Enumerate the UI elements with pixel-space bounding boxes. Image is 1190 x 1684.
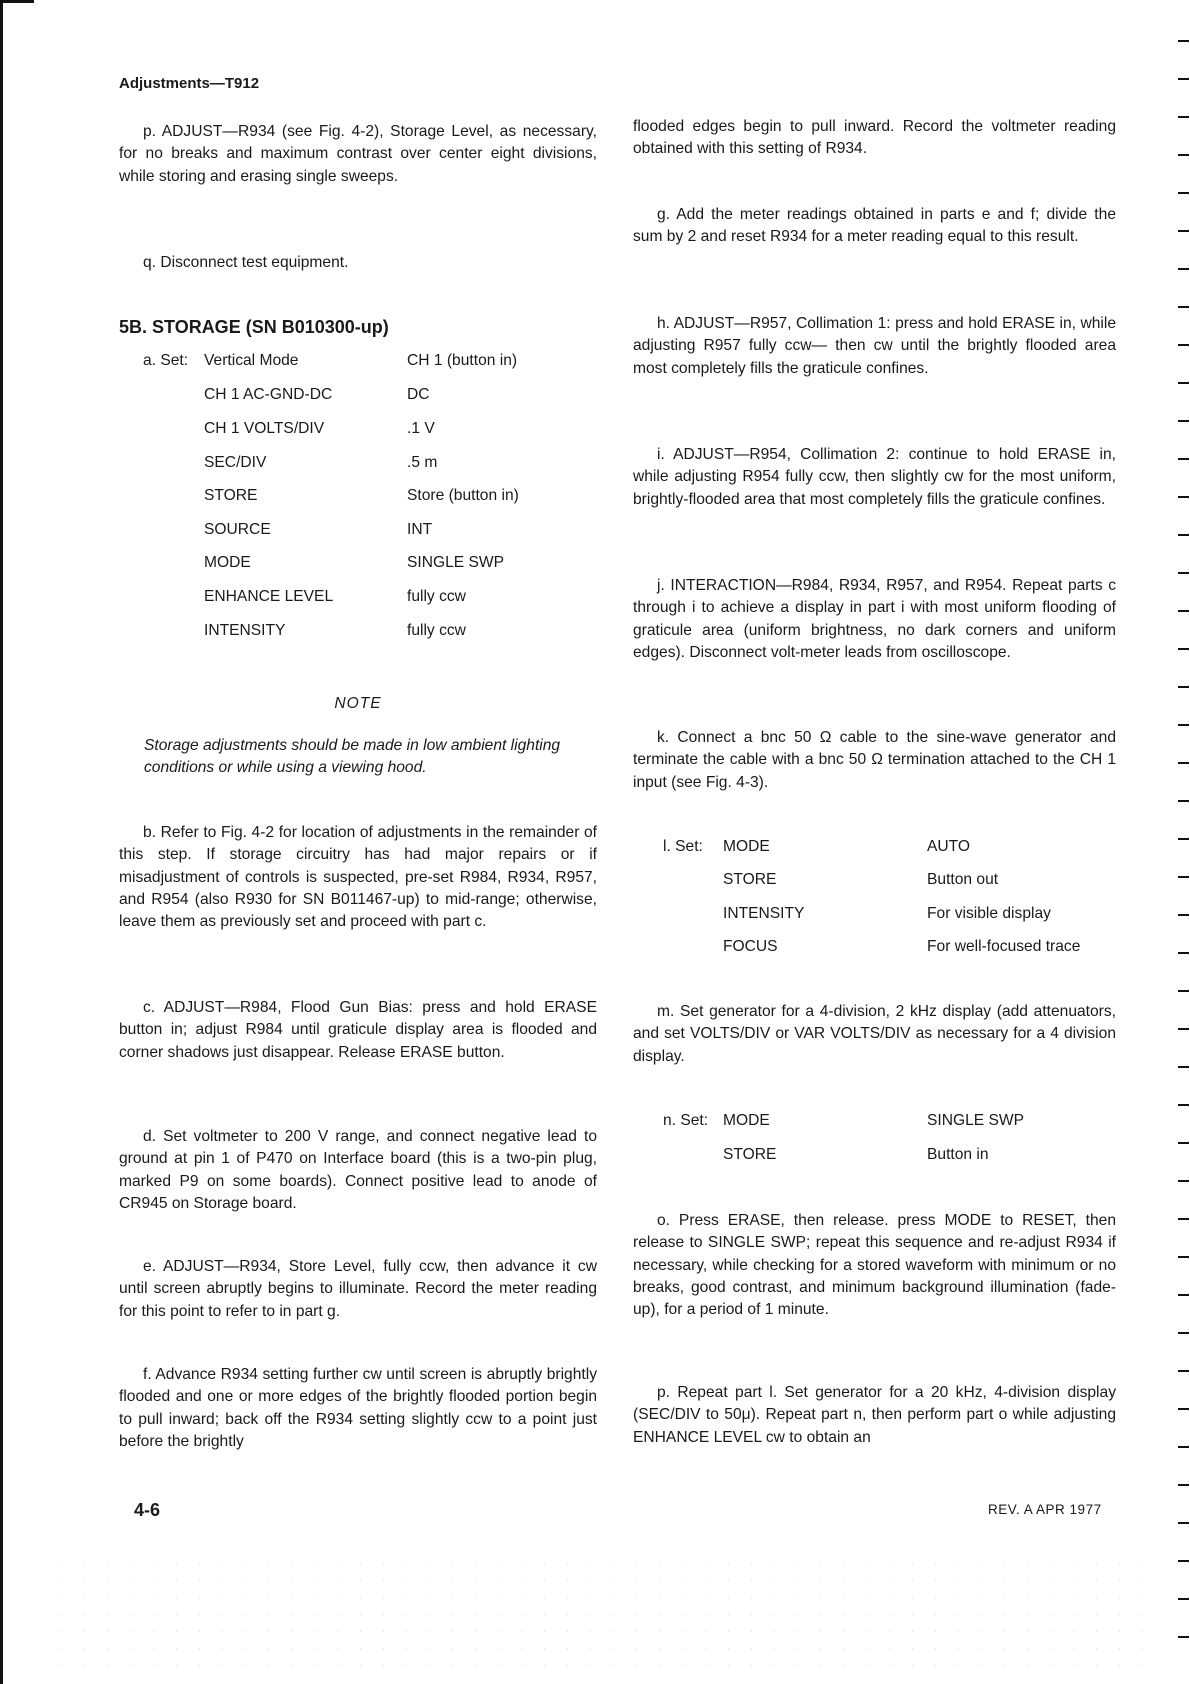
setting-value: INT bbox=[407, 521, 433, 538]
step-d: d. Set voltmeter to 200 V range, and connect negative lead to ground at pin 1 of P470 on Interface board (this is a two-pin plug, marked P9 on some boards). Connect positive lead to anode of CR945 on Storage board. bbox=[119, 1128, 597, 1212]
step-m: m. Set generator for a 4-division, 2 kHz display (add attenuators, and set VOLTS/DIV or VAR VOLTS/DIV as necessary for a 4 division display. bbox=[633, 1003, 1116, 1065]
binding-mark bbox=[1178, 1446, 1189, 1448]
setting-value: fully ccw bbox=[407, 588, 466, 605]
page-number: 4-6 bbox=[134, 1500, 161, 1520]
binding-mark bbox=[1178, 458, 1189, 460]
note-title: NOTE bbox=[334, 695, 382, 712]
binding-mark bbox=[1178, 40, 1189, 42]
binding-mark bbox=[1178, 1636, 1189, 1638]
step-e: e. ADJUST—R934, Store Level, fully ccw, then advance it cw until screen abruptly begins to illuminate. Record the meter reading for this point to refer to in part g. bbox=[119, 1258, 597, 1320]
step-f-continued: flooded edges begin to pull inward. Record the voltmeter reading obtained with this setting of R934. bbox=[633, 118, 1116, 158]
settings-prefix: n. Set: bbox=[663, 1112, 709, 1129]
binding-mark bbox=[1178, 1522, 1189, 1524]
binding-mark bbox=[1178, 1256, 1189, 1258]
setting-value: For well-focused trace bbox=[927, 938, 1081, 955]
page-top-edge bbox=[0, 0, 34, 3]
setting-value: .5 m bbox=[407, 454, 438, 471]
setting-label: ENHANCE LEVEL bbox=[204, 588, 334, 605]
setting-value: Store (button in) bbox=[407, 487, 519, 504]
step-h: h. ADJUST—R957, Collimation 1: press and hold ERASE in, while adjusting R957 fully ccw— then cw until the brightly flooded area most completely fills the graticule confines. bbox=[633, 315, 1116, 377]
step-o: o. Press ERASE, then release. press MODE to RESET, then release to SINGLE SWP; repeat this sequence and re-adjust R934 if necessary, while checking for a stored waveform with minimum or no breaks, good contrast, and minimum background illumination (fade-up), for a period of 1 minute. bbox=[633, 1212, 1116, 1319]
setting-value: Button out bbox=[927, 871, 999, 888]
page-left-edge bbox=[0, 0, 3, 1684]
setting-value: DC bbox=[407, 386, 430, 403]
binding-mark bbox=[1178, 306, 1189, 308]
settings-row bbox=[633, 836, 1116, 858]
setting-label: STORE bbox=[204, 487, 258, 504]
step-g: g. Add the meter readings obtained in parts e and f; divide the sum by 2 and reset R934 for a meter reading equal to this result. bbox=[633, 206, 1116, 246]
binding-mark bbox=[1178, 154, 1189, 156]
step-p-right: p. Repeat part l. Set generator for a 20 kHz, 4-division display (SEC/DIV to 50μ). Repeat part n, then perform part o while adjusting ENHANCE LEVEL cw to obtain an bbox=[633, 1384, 1116, 1446]
binding-mark bbox=[1178, 876, 1189, 878]
binding-mark bbox=[1178, 1484, 1189, 1486]
settings-row bbox=[633, 869, 1116, 891]
binding-mark bbox=[1178, 800, 1189, 802]
settings-row bbox=[633, 903, 1116, 925]
binding-mark bbox=[1178, 1294, 1189, 1296]
note-text: Storage adjustments should be made in low ambient lighting conditions or while using a viewing hood. bbox=[144, 737, 561, 777]
setting-value: AUTO bbox=[927, 838, 971, 855]
settings-row bbox=[119, 485, 597, 507]
binding-mark bbox=[1178, 1560, 1189, 1562]
binding-marks bbox=[1176, 0, 1190, 1684]
binding-mark bbox=[1178, 1066, 1189, 1068]
binding-mark bbox=[1178, 914, 1189, 916]
binding-mark bbox=[1178, 648, 1189, 650]
binding-mark bbox=[1178, 268, 1189, 270]
binding-mark bbox=[1178, 382, 1189, 384]
binding-mark bbox=[1178, 1104, 1189, 1106]
setting-label: INTENSITY bbox=[723, 905, 805, 922]
step-b: b. Refer to Fig. 4-2 for location of adjustments in the remainder of this step. If storage circuitry has had major repairs or if misadjustment of controls is suspected, pre-set R984, R934, R957, and R954 (also R930 for SN B011467-up) to mid-range; otherwise, leave them as previously set and proceed with part c. bbox=[119, 824, 597, 931]
settings-row bbox=[119, 552, 597, 574]
setting-label: INTENSITY bbox=[204, 622, 286, 639]
setting-label: Vertical Mode bbox=[204, 352, 299, 369]
binding-mark bbox=[1178, 990, 1189, 992]
binding-mark bbox=[1178, 1332, 1189, 1334]
binding-mark bbox=[1178, 952, 1189, 954]
setting-value: CH 1 (button in) bbox=[407, 352, 518, 369]
setting-label: STORE bbox=[723, 1146, 777, 1163]
setting-value: SINGLE SWP bbox=[407, 554, 505, 571]
section-title: 5B. STORAGE (SN B010300-up) bbox=[119, 317, 389, 337]
settings-prefix: l. Set: bbox=[663, 838, 703, 855]
settings-row bbox=[633, 1110, 1116, 1132]
setting-label: MODE bbox=[204, 554, 251, 571]
binding-mark bbox=[1178, 534, 1189, 536]
step-c: c. ADJUST—R984, Flood Gun Bias: press and hold ERASE button in; adjust R984 until graticule display area is flooded and corner shadows just disappear. Release ERASE button. bbox=[119, 999, 597, 1061]
step-i: i. ADJUST—R954, Collimation 2: continue to hold ERASE in, while adjusting R954 fully ccw, then slightly cw for the most uniform, brightly-flooded area that most completely fills the graticule confines. bbox=[633, 446, 1116, 508]
binding-mark bbox=[1178, 686, 1189, 688]
setting-label: MODE bbox=[723, 838, 770, 855]
binding-mark bbox=[1178, 1598, 1189, 1600]
settings-row bbox=[119, 519, 597, 541]
binding-mark bbox=[1178, 1218, 1189, 1220]
step-p-left: p. ADJUST—R934 (see Fig. 4-2), Storage Level, as necessary, for no breaks and maximum contrast over center eight divisions, while storing and erasing single sweeps. bbox=[119, 123, 597, 185]
binding-mark bbox=[1178, 572, 1189, 574]
setting-value: Button in bbox=[927, 1146, 989, 1163]
settings-row bbox=[633, 1144, 1116, 1166]
settings-row bbox=[119, 384, 597, 406]
binding-mark bbox=[1178, 344, 1189, 346]
step-k: k. Connect a bnc 50 Ω cable to the sine-wave generator and terminate the cable with a bnc 50 Ω termination attached to the CH 1 input (see Fig. 4-3). bbox=[633, 729, 1116, 791]
binding-mark bbox=[1178, 230, 1189, 232]
settings-row bbox=[633, 936, 1116, 958]
step-f: f. Advance R934 setting further cw until screen is abruptly brightly flooded and one or more edges of the brightly flooded portion begin to pull inward; back off the R934 setting slightly ccw to a point just before the brightly bbox=[119, 1366, 597, 1450]
page-header: Adjustments—T912 bbox=[119, 75, 260, 92]
setting-label: CH 1 AC-GND-DC bbox=[204, 386, 333, 403]
setting-label: CH 1 VOLTS/DIV bbox=[204, 420, 325, 437]
step-q: q. Disconnect test equipment. bbox=[143, 254, 349, 271]
binding-mark bbox=[1178, 496, 1189, 498]
revision-date: REV. A APR 1977 bbox=[988, 1502, 1102, 1517]
settings-row bbox=[119, 620, 597, 642]
setting-value: SINGLE SWP bbox=[927, 1112, 1025, 1129]
binding-mark bbox=[1178, 192, 1189, 194]
setting-label: FOCUS bbox=[723, 938, 778, 955]
binding-mark bbox=[1178, 78, 1189, 80]
scan-noise bbox=[50, 1555, 1150, 1675]
setting-label: STORE bbox=[723, 871, 777, 888]
settings-row bbox=[119, 350, 597, 372]
step-j: j. INTERACTION—R984, R934, R957, and R954. Repeat parts c through i to achieve a display in part i with most uniform flooding of graticule area (uniform brightness, no dark corners and uniform edges). Disconnect volt-meter leads from oscilloscope. bbox=[633, 577, 1116, 661]
binding-mark bbox=[1178, 724, 1189, 726]
binding-mark bbox=[1178, 1142, 1189, 1144]
binding-mark bbox=[1178, 1180, 1189, 1182]
settings-row bbox=[119, 452, 597, 474]
setting-label: SEC/DIV bbox=[204, 454, 267, 471]
binding-mark bbox=[1178, 1408, 1189, 1410]
settings-row bbox=[119, 418, 597, 440]
settings-row bbox=[119, 586, 597, 608]
binding-mark bbox=[1178, 610, 1189, 612]
setting-value: fully ccw bbox=[407, 622, 466, 639]
settings-prefix: a. Set: bbox=[143, 352, 189, 369]
binding-mark bbox=[1178, 1028, 1189, 1030]
binding-mark bbox=[1178, 762, 1189, 764]
setting-value: .1 V bbox=[407, 420, 435, 437]
binding-mark bbox=[1178, 1370, 1189, 1372]
setting-label: MODE bbox=[723, 1112, 770, 1129]
binding-mark bbox=[1178, 116, 1189, 118]
binding-mark bbox=[1178, 420, 1189, 422]
binding-mark bbox=[1178, 838, 1189, 840]
setting-label: SOURCE bbox=[204, 521, 271, 538]
setting-value: For visible display bbox=[927, 905, 1051, 922]
